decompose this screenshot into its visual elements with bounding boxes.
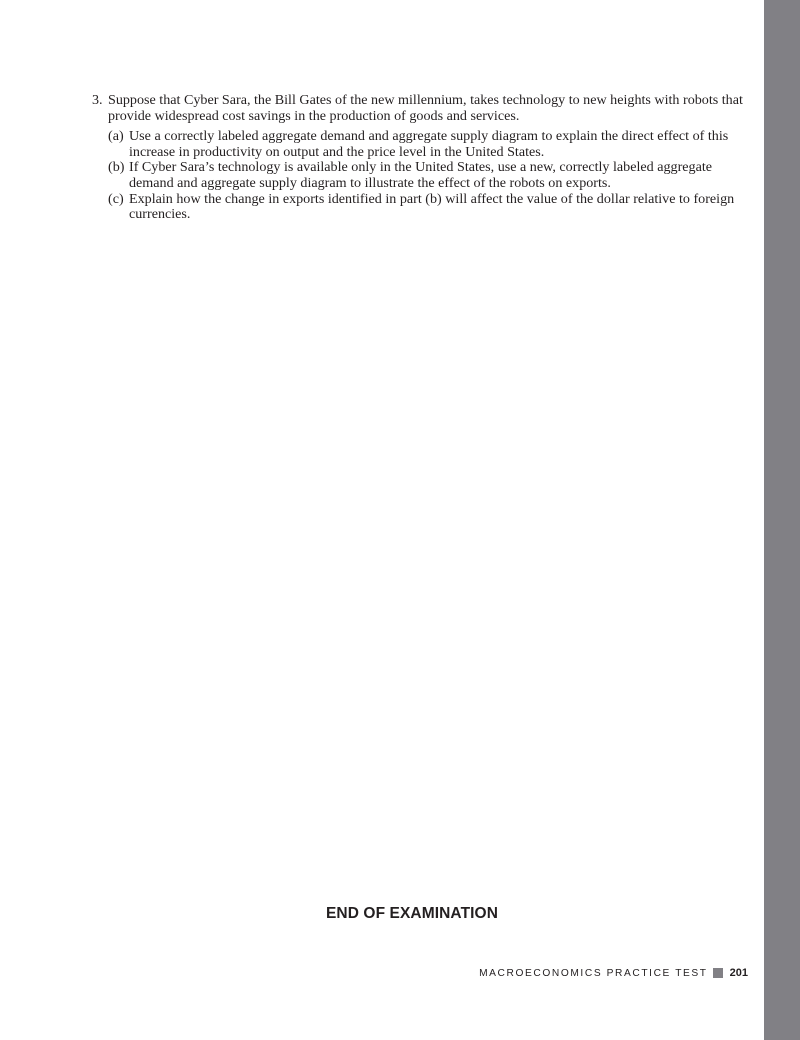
square-bullet-icon bbox=[713, 968, 723, 978]
part-text: If Cyber Sara’s technology is available only in the United States, use a new, correctly labeled aggregate demand and aggregate supply diagram to illustrate the effect of the robots on exports. bbox=[129, 159, 712, 191]
question-stem-text: Suppose that Cyber Sara, the Bill Gates of the new millennium, takes technology to new heights with robots that provide widespread cost savings in the production of goods and services. bbox=[108, 92, 743, 124]
question-parts bbox=[92, 129, 752, 223]
part-text: Use a correctly labeled aggregate demand and aggregate supply diagram to explain the direct effect of this increase in productivity on output and the price level in the United States. bbox=[129, 128, 729, 160]
part-b bbox=[108, 160, 752, 191]
question-3 bbox=[92, 93, 752, 223]
part-a bbox=[108, 129, 752, 160]
question-number: 3. bbox=[92, 92, 103, 108]
page-number: 201 bbox=[729, 967, 748, 979]
side-tab bbox=[764, 0, 800, 1040]
page-footer bbox=[479, 967, 748, 979]
end-of-examination-heading: END OF EXAMINATION bbox=[325, 905, 498, 922]
part-label: (a) bbox=[108, 128, 124, 145]
part-label: (c) bbox=[108, 190, 124, 207]
footer-running-title: MACROECONOMICS PRACTICE TEST bbox=[479, 967, 708, 979]
part-label: (b) bbox=[108, 159, 125, 176]
part-text: Explain how the change in exports identified in part (b) will affect the value of the dollar relative to foreign currencies. bbox=[129, 190, 735, 223]
part-c bbox=[108, 192, 752, 223]
question-stem bbox=[92, 93, 752, 124]
